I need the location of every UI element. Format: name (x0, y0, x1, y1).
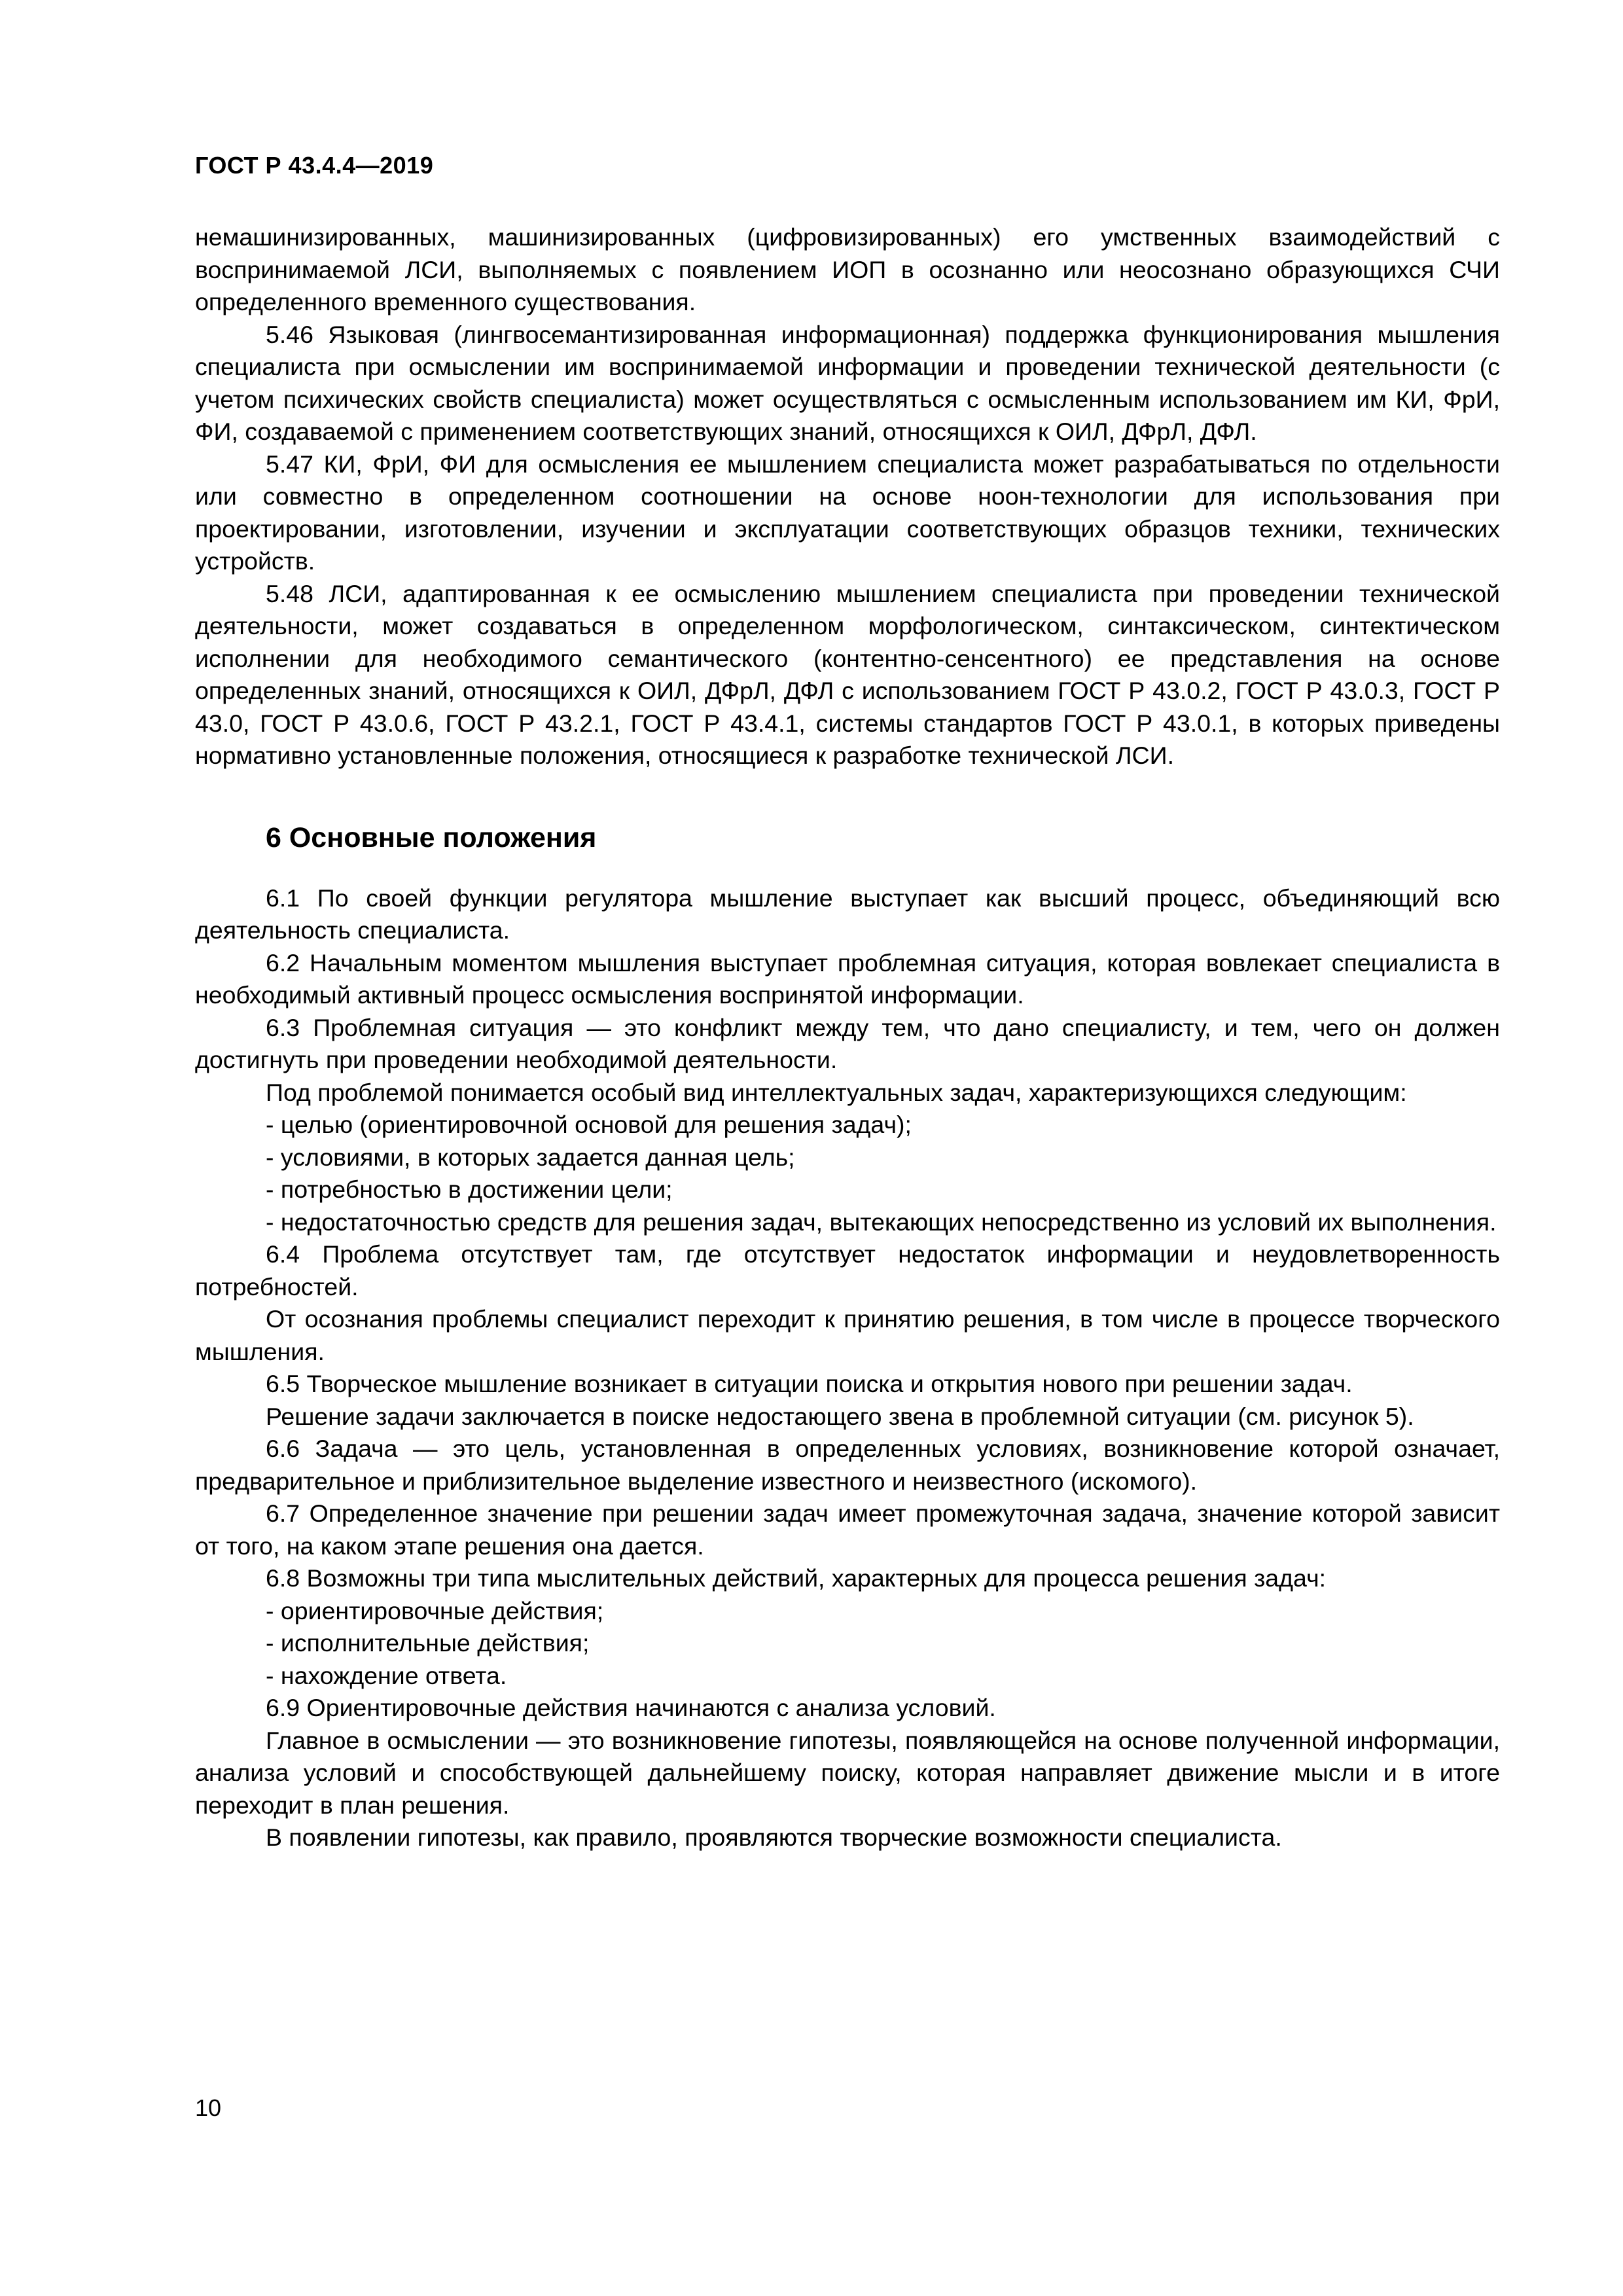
paragraph-6-7: 6.7 Определенное значение при решении задач имеет промежуточная задача, значение которой зависит от того, на каком этапе решения она дается. (195, 1499, 1500, 1560)
paragraph-5-48: 5.48 ЛСИ, адаптированная к ее осмыслению мышлением специалиста при проведении технической деятельности, может создаваться в определенном морфологическом, синтаксическом, синтектическом исполнении для необходимого семантического (контентно-сенсентного) ее представления на основе определенных знаний, относящихся к ОИЛ, ДФрЛ, ДФЛ с использованием ГОСТ Р 43.0.2, ГОСТ Р 43.0.3, ГОСТ Р 43.0, ГОСТ Р 43.0.6, ГОСТ Р 43.2.1, ГОСТ Р 43.4.1, системы стандартов ГОСТ Р 43.0.1, в которых приведены нормативно установленные положения, относящиеся к разработке технической ЛСИ. (195, 579, 1500, 769)
paragraph-6-3: 6.3 Проблемная ситуация — это конфликт между тем, что дано специалисту, и тем, чего он должен достигнуть при проведении необходимой деятельности. (195, 1013, 1500, 1073)
document-header: ГОСТ Р 43.4.4—2019 (195, 152, 434, 179)
paragraph-solution: Решение задачи заключается в поиске недостающего звена в проблемной ситуации (см. рисунок 5). (266, 1402, 1414, 1430)
paragraph-6-1: 6.1 По своей функции регулятора мышление выступает как высший процесс, объединяющий всю деятельность специалиста. (195, 884, 1500, 944)
paragraph-decision: От осознания проблемы специалист переходит к принятию решения, в том числе в процессе творческого мышления. (195, 1305, 1500, 1365)
paragraph-6-9: 6.9 Ориентировочные действия начинаются с анализа условий. (266, 1694, 996, 1721)
list-item: - условиями, в которых задается данная цель; (266, 1143, 795, 1171)
paragraph-6-5: 6.5 Творческое мышление возникает в ситуации поиска и открытия нового при решении задач. (266, 1370, 1353, 1397)
paragraph-hypothesis: Главное в осмыслении — это возникновение гипотезы, появляющейся на основе полученной информации, анализа условий и способствующей дальнейшему поиску, которая направляет движение мысли и в итоге переходит в план решения. (195, 1726, 1500, 1819)
paragraph-continuation: немашинизированных, машинизированных (цифровизированных) его умственных взаимодействий с воспринимаемой ЛСИ, выполняемых с появлением ИОП в осознанно или неосознано образующихся СЧИ определенного временного существования. (195, 223, 1500, 315)
list-item: - недостаточностью средств для решения задач, вытекающих непосредственно из условий их выполнения. (266, 1208, 1497, 1236)
paragraph-6-6: 6.6 Задача — это цель, установленная в определенных условиях, возникновение которой означает, предварительное и приблизительное выделение известного и неизвестного (искомого). (195, 1435, 1500, 1495)
page-number: 10 (195, 2094, 222, 2121)
paragraph-5-46: 5.46 Языковая (лингвосемантизированная информационная) поддержка функционирования мышления специалиста при осмыслении им воспринимаемой информации и проведении технической деятельности (с учетом психических свойств специалиста) может осуществляться с осмысленным использованием им КИ, ФрИ, ФИ, создаваемой с применением соответствующих знаний, относящихся к ОИЛ, ДФрЛ, ДФЛ. (195, 320, 1500, 445)
list-item: - ориентировочные действия; (266, 1596, 604, 1624)
paragraph-6-2: 6.2 Начальным моментом мышления выступает проблемная ситуация, которая вовлекает специалиста в необходимый активный процесс осмысления воспринятой информации. (195, 948, 1500, 1009)
list-item: - потребностью в достижении цели; (266, 1175, 673, 1203)
list-item: - нахождение ответа. (266, 1661, 507, 1689)
list-item: - целью (ориентировочной основой для решения задач); (266, 1111, 912, 1138)
paragraph-problem-definition: Под проблемой понимается особый вид интеллектуальных задач, характеризующихся следующим: (266, 1078, 1407, 1106)
paragraph-6-8: 6.8 Возможны три типа мыслительных действий, характерных для процесса решения задач: (266, 1564, 1327, 1592)
paragraph-5-47: 5.47 КИ, ФрИ, ФИ для осмысления ее мышлением специалиста может разрабатываться по отдельности или совместно в определенном соотношении на основе ноон-технологии для использования при проектировании, изготовлении, изучении и эксплуатации соответствующих образцов техники, технических устройств. (195, 450, 1500, 575)
paragraph-6-4: 6.4 Проблема отсутствует там, где отсутствует недостаток информации и неудовлетворенность потребностей. (195, 1240, 1500, 1300)
document-body (195, 221, 1500, 1854)
list-item: - исполнительные действия; (266, 1629, 590, 1657)
section-title: 6 Основные положения (266, 821, 597, 853)
paragraph-creativity: В появлении гипотезы, как правило, проявляются творческие возможности специалиста. (266, 1823, 1282, 1851)
